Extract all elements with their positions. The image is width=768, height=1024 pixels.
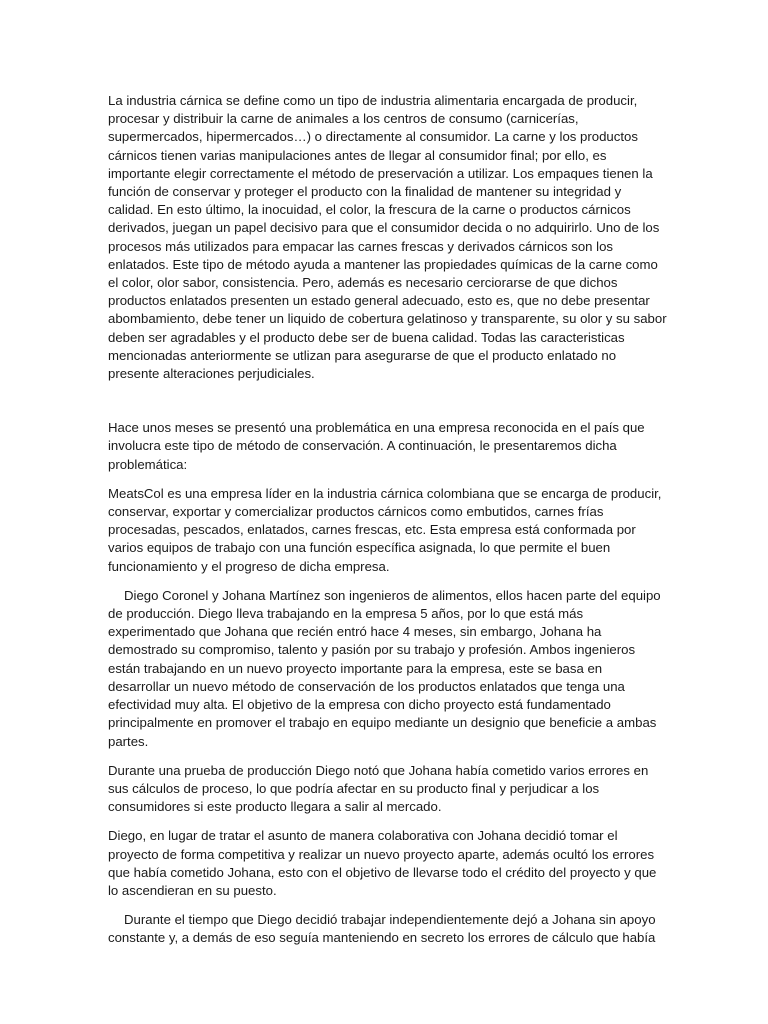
paragraph-diego-decision: Diego, en lugar de tratar el asunto de manera colaborativa con Johana decidió tomar el proyecto de forma competitiva y realizar un nuevo proyecto aparte, además ocultó los errores que había cometido Johana, esto con el objetivo de llevarse todo el crédito del proyecto y que lo ascendieran en su puesto.	[108, 828, 657, 898]
paragraph-independent-work: Durante el tiempo que Diego decidió trabajar independientemente dejó a Johana sin apoyo constante y, a demás de eso seguía manteniendo en secreto los errores de cálculo que había	[108, 912, 656, 946]
paragraph-intro-meat-industry: La industria cárnica se define como un tipo de industria alimentaria encargada de producir, procesar y distribuir la carne de animales a los centros de consumo (carnicerías, supermercados, hipermercados…) o directamente al consumidor. La carne y los productos cárnicos tienen varias manipulaciones antes de llegar al consumidor final; por ello, es importante elegir correctamente el método de preservación a utilizar. Los empaques tienen la función de conservar y proteger el producto con la finalidad de mantener su integridad y calidad. En esto último, la inocuidad, el color, la frescura de la carne o productos cárnicos derivados, juegan un papel decisivo para que el consumidor decida o no adquirirlo. Uno de los procesos más utilizados para empacar las carnes frescas y derivados cárnicos son los enlatados. Este tipo de método ayuda a mantener las propiedades químicas de la carne como el color, olor sabor, consistencia. Pero, además es necesario cerciorarse de que dichos productos enlatados presenten un estado general adecuado, esto es, que no debe presentar abombamiento, debe tener un liquido de cobertura gelatinoso y transparente, su olor y su sabor deben ser agradables y el producto debe ser de buena calidad. Todas las caracteristicas mencionadas anteriormente se utlizan para asegurarse de que el producto enlatado no presente alteraciones perjudiciales.	[108, 93, 667, 382]
paragraph-engineers: Diego Coronel y Johana Martínez son ingenieros de alimentos, ellos hacen parte del equipo de producción. Diego lleva trabajando en la empresa 5 años, por lo que está más experimentado que Johana que recién entró hace 4 meses, sin embargo, Johana ha demostrado su compromiso, talento y pasión por su trabajo y profesión. Ambos ingenieros están trabajando en un nuevo proyecto importante para la empresa, este se basa en desarrollar un nuevo método de conservación de los productos enlatados que tenga una efectividad muy alta. El objetivo de la empresa con dicho proyecto está fundamentado principalmente en promover el trabajo en equipo mediante un designio que beneficie a ambas partes.	[108, 587, 661, 749]
document-page	[108, 92, 668, 948]
paragraph-problem-intro: Hace unos meses se presentó una problemática en una empresa reconocida en el país que involucra este tipo de método de conservación. A continuación, le presentaremos dicha problemática:	[108, 420, 645, 472]
paragraph-production-test: Durante una prueba de producción Diego notó que Johana había cometido varios errores en sus cálculos de proceso, lo que podría afectar en su producto final y perjudicar a los consumidores si este producto llegara a salir al mercado.	[108, 762, 649, 815]
paragraph-meatscol-company: MeatsCol es una empresa líder en la industria cárnica colombiana que se encarga de producir, conservar, exportar y comercializar productos cárnicos como embutidos, carnes frías procesadas, pescados, enlatados, carnes frescas, etc. Esta empresa está conformada por varios equipos de trabajo con una función específica asignada, lo que permite el buen funcionamiento y el progreso de dicha empresa.	[108, 485, 662, 574]
